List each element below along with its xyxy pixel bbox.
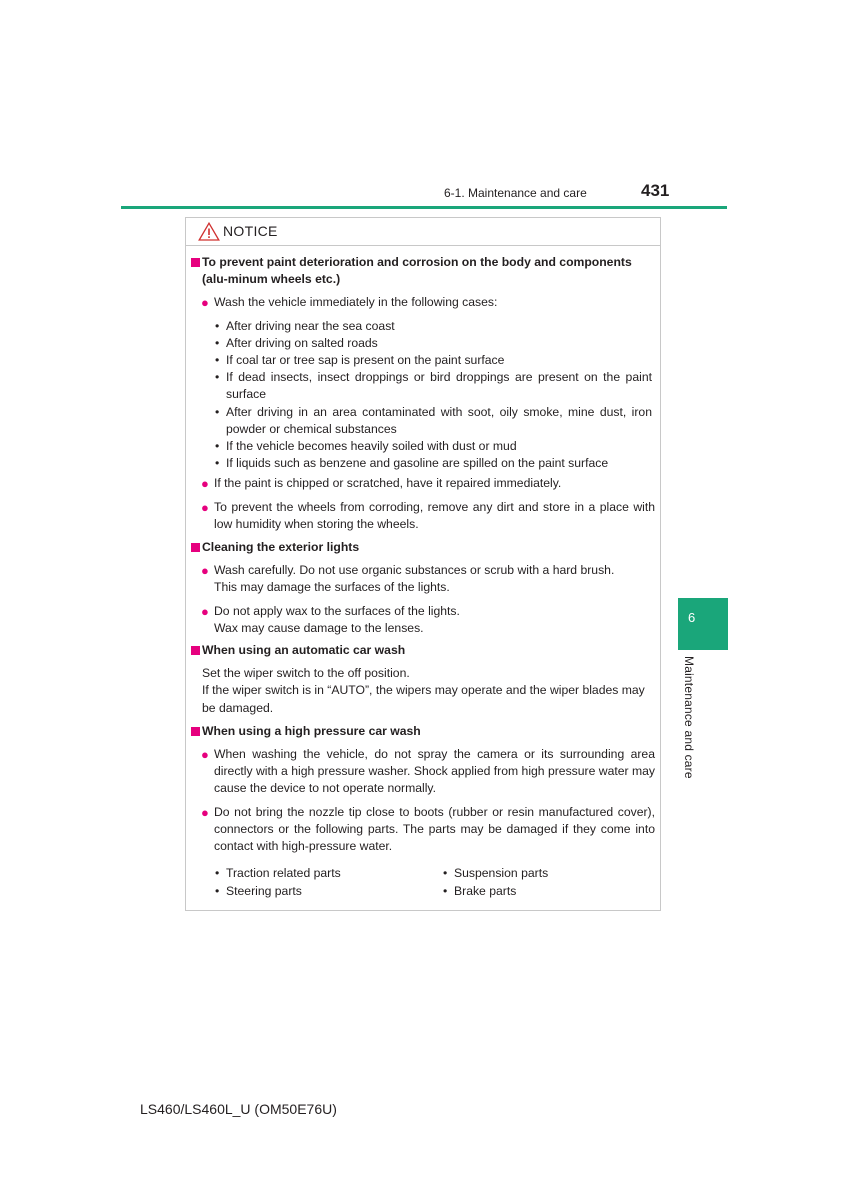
- notice-label: NOTICE: [223, 223, 278, 239]
- notice-box: [185, 217, 661, 911]
- list-item: ● Wash the vehicle immediately in the following cases:: [201, 295, 498, 311]
- square-bullet-icon: [191, 258, 200, 267]
- chapter-number: 6: [688, 610, 696, 625]
- notice-content: [186, 254, 660, 900]
- list-item: ● If the paint is chipped or scratched, have it repaired immediately.: [201, 476, 562, 492]
- dot-bullet-icon: ●: [201, 747, 209, 763]
- list-item: ● Wash carefully. Do not use organic substances or scrub with a hard brush. This may damage the surfaces of the lights.: [201, 563, 615, 595]
- chapter-tab: [678, 598, 728, 650]
- parts-list: [186, 865, 660, 899]
- page-number: 431: [641, 181, 670, 200]
- list-item: ● When washing the vehicle, do not spray the camera or its surrounding area directly with a high pressure washer. Shock applied from high pressure water may cause the device to not operate normally.: [201, 747, 655, 796]
- sub-list-item: • If dead insects, insect droppings or bird droppings are present on the paint surface: [215, 370, 652, 402]
- sub-list-item: • If coal tar or tree sap is present on the paint surface: [215, 353, 505, 368]
- section-heading: To prevent paint deterioration and corrosion on the body and components (alu-minum wheels etc.): [186, 254, 660, 288]
- list-item: ● Do not bring the nozzle tip close to boots (rubber or resin manufactured cover), connectors or the following parts. The parts may be damaged if they come into contact with high-pressure water.: [201, 804, 655, 854]
- sub-list-item: • If liquids such as benzene and gasoline are spilled on the paint surface: [215, 456, 609, 471]
- dot-bullet-icon: ●: [201, 603, 209, 619]
- list-item: ● To prevent the wheels from corroding, remove any dirt and store in a place with low humidity when storing the wheels.: [201, 499, 655, 531]
- sub-list-item: • After driving near the sea coast: [215, 318, 395, 333]
- sub-list-item: • Steering parts: [215, 883, 302, 898]
- dot-bullet-icon: ●: [201, 476, 209, 492]
- section-heading: When using a high pressure car wash: [186, 723, 660, 740]
- sub-list-item: • After driving on salted roads: [215, 335, 378, 350]
- warning-triangle-icon: [198, 222, 220, 241]
- header-section-title: 6-1. Maintenance and care: [444, 186, 587, 200]
- paragraph: If the wiper switch is in “AUTO”, the wipers may operate and the wiper blades may be damaged.: [202, 683, 645, 715]
- square-bullet-icon: [191, 646, 200, 655]
- section-heading: When using an automatic car wash: [186, 642, 660, 659]
- dot-bullet-icon: ●: [201, 804, 209, 820]
- sub-list-item: • If the vehicle becomes heavily soiled with dust or mud: [215, 439, 517, 454]
- dot-bullet-icon: ●: [201, 563, 209, 579]
- dot-bullet-icon: ●: [201, 295, 209, 311]
- dot-bullet-icon: ●: [201, 499, 209, 515]
- list-item: ● Do not apply wax to the surfaces of the lights. Wax may cause damage to the lenses.: [201, 603, 460, 635]
- paragraph: Set the wiper switch to the off position.: [202, 666, 410, 681]
- footer-model-code: LS460/LS460L_U (OM50E76U): [140, 1101, 337, 1117]
- notice-header: [186, 218, 660, 246]
- square-bullet-icon: [191, 543, 200, 552]
- chapter-tab-label: Maintenance and care: [682, 656, 696, 779]
- sub-list-item: • Traction related parts: [215, 866, 341, 881]
- sub-list-item: • Suspension parts: [443, 866, 549, 881]
- sub-list-item: • After driving in an area contaminated with soot, oily smoke, mine dust, iron powder or chemical substances: [215, 404, 652, 436]
- section-heading: Cleaning the exterior lights: [186, 539, 660, 556]
- sub-list-item: • Brake parts: [443, 883, 517, 898]
- square-bullet-icon: [191, 727, 200, 736]
- header-divider: [121, 206, 727, 209]
